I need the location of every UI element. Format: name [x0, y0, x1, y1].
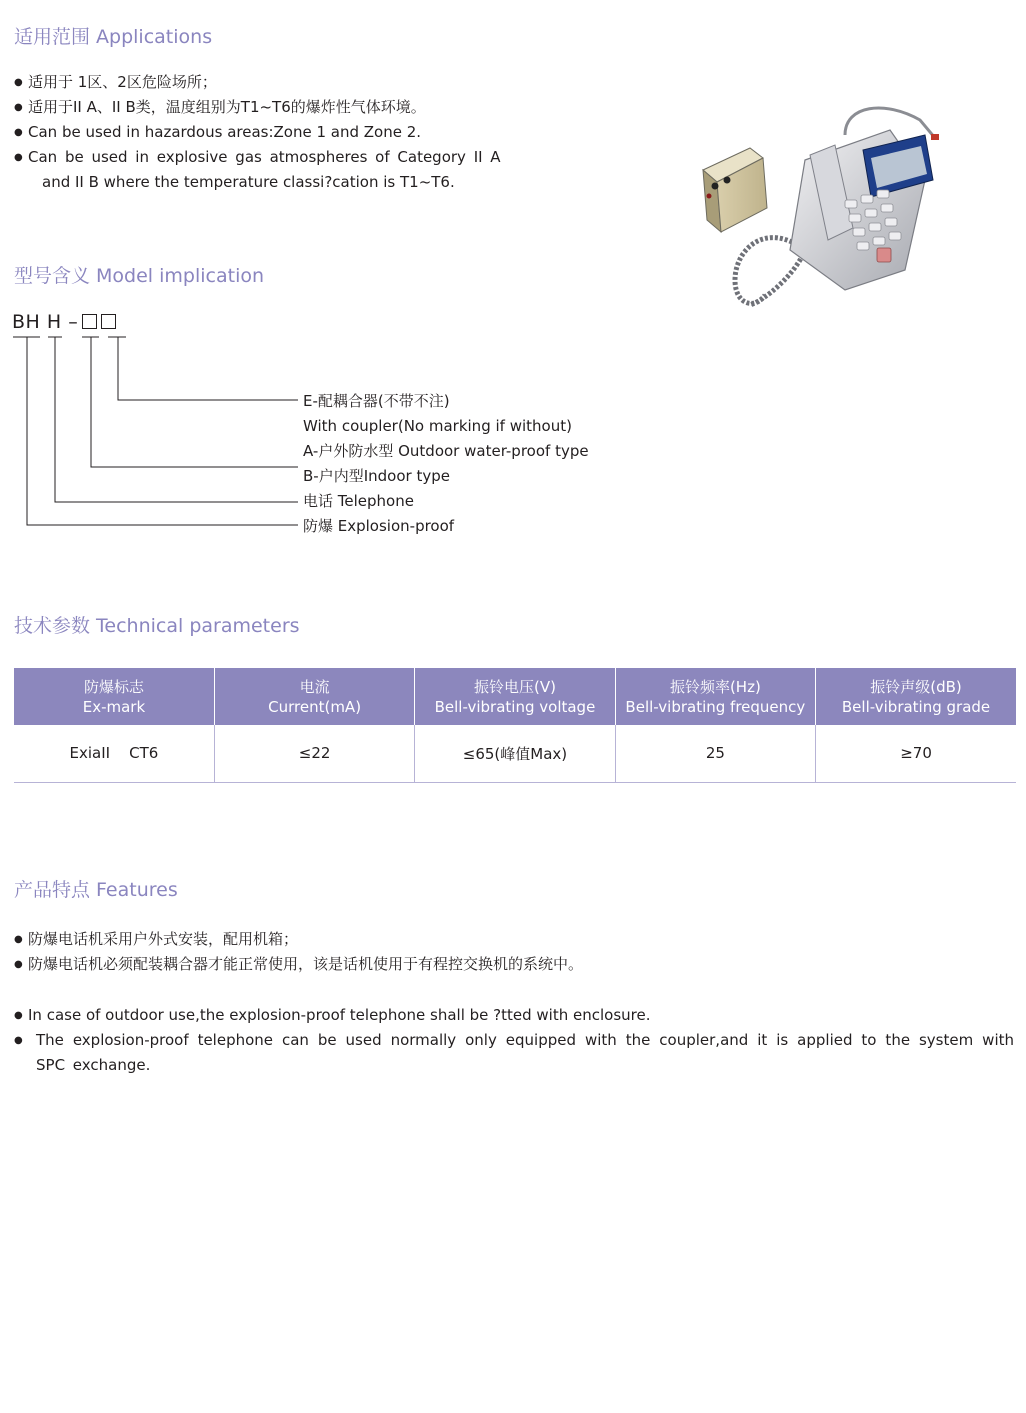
- column-header-voltage: [415, 668, 615, 725]
- header-cn: 振铃频率(Hz): [669, 677, 761, 696]
- list-item: ● The explosion-proof telephone can be used normally only equipped with the coupler,and it is applied to the system with SPC exchange.: [14, 1028, 1014, 1078]
- model-label-indoor: B-户内型Indoor type: [303, 467, 450, 485]
- table-row: [14, 725, 1016, 782]
- model-box-1: [82, 314, 97, 329]
- bullet-continuation: and II B where the temperature classi?cation is T1~T6.: [42, 173, 455, 191]
- bullet-line: Can be used in explosive gas atmospheres of Category II A: [28, 148, 501, 166]
- features-list-cn: [14, 927, 583, 977]
- header-cn: 振铃声级(dB): [870, 677, 962, 696]
- list-item: ● Can be used in hazardous areas:Zone 1 and Zone 2.: [14, 120, 501, 145]
- header-cn: 防爆标志: [83, 677, 144, 696]
- features-title: 产品特点 Features: [14, 879, 178, 901]
- column-header-ex-mark: [14, 668, 214, 725]
- header-en: Bell-vibrating voltage: [434, 697, 596, 716]
- list-item: [14, 145, 501, 195]
- table-cell: ExiaII CT6: [14, 725, 214, 782]
- applications-title: 适用范围 Applications: [14, 26, 213, 48]
- table-header-row: [14, 668, 1016, 725]
- header-en: Bell-vibrating frequency: [625, 697, 806, 716]
- list-item: ● 防爆电话机必须配装耦合器才能正常使用，该是话机使用于有程控交换机的系统中。: [14, 952, 583, 977]
- model-label-coupler-en: With coupler(No marking if without): [303, 417, 572, 435]
- model-code-text: BH H –: [12, 311, 79, 333]
- technical-title: 技术参数 Technical parameters: [14, 615, 300, 637]
- technical-parameters-table: [14, 668, 1016, 783]
- applications-list: [14, 70, 501, 195]
- table-cell: 25: [615, 725, 815, 782]
- model-title: 型号含义 Model implication: [14, 265, 265, 287]
- model-labels: [303, 389, 589, 539]
- list-item: ● 适用于 1区、2区危险场所；: [14, 70, 501, 95]
- model-label-explosion-proof: 防爆 Explosion-proof: [303, 517, 455, 535]
- column-header-current: [214, 668, 414, 725]
- model-box-2: [101, 314, 116, 329]
- features-list-en: [14, 1003, 1014, 1078]
- telephone-product-image: [695, 100, 945, 315]
- table-cell: ≤65(峰值Max): [415, 725, 615, 782]
- table-cell: ≤22: [214, 725, 414, 782]
- column-header-frequency: [615, 668, 815, 725]
- model-label-telephone: 电话 Telephone: [303, 492, 414, 510]
- header-cn: 电流: [299, 677, 330, 696]
- header-cn: 振铃电压(V): [473, 677, 556, 696]
- list-item: ● 防爆电话机采用户外式安装，配用机箱；: [14, 927, 583, 952]
- table-cell: ≥70: [816, 725, 1016, 782]
- list-item: ● 适用于II A、II B类，温度组别为T1~T6的爆炸性气体环境。: [14, 95, 501, 120]
- model-label-outdoor: A-户外防水型 Outdoor water-proof type: [303, 442, 589, 460]
- header-en: Bell-vibrating grade: [841, 697, 991, 716]
- header-en: Ex-mark: [82, 697, 146, 716]
- list-item: ● In case of outdoor use,the explosion-proof telephone shall be ?tted with enclosure.: [14, 1003, 1014, 1028]
- model-connector-lines: [0, 330, 300, 530]
- model-label-coupler: E-配耦合器(不带不注): [303, 392, 450, 410]
- column-header-grade: [816, 668, 1016, 725]
- header-en: Current(mA): [268, 697, 362, 716]
